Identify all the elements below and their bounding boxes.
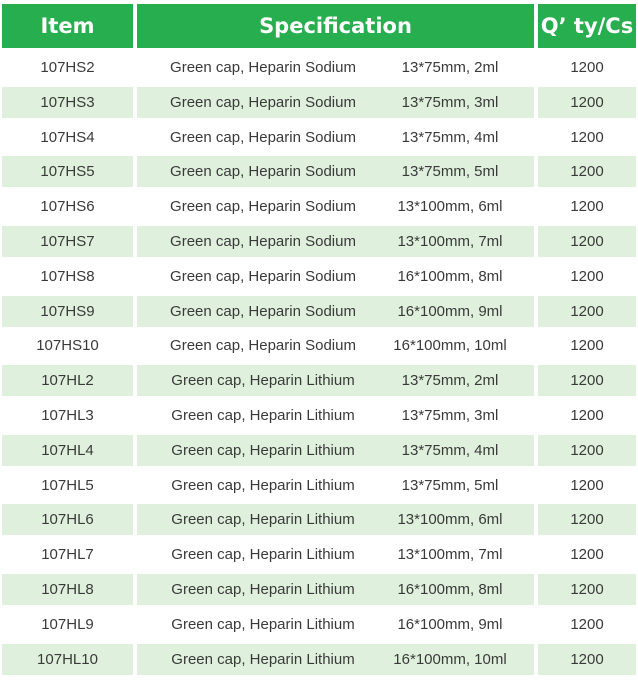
table-row xyxy=(2,87,636,118)
qty-cell: 1200 xyxy=(570,615,604,633)
specification-cell xyxy=(137,470,534,501)
spec-description: Green cap, Heparin Lithium xyxy=(171,546,355,564)
column-header-item: Item xyxy=(2,4,133,48)
table-header xyxy=(2,4,636,48)
spec-size: 13*75mm, 2ml xyxy=(401,372,499,390)
item-code-cell: 107HS6 xyxy=(40,198,95,216)
specification-cell xyxy=(137,122,534,153)
spec-size: 16*100mm, 8ml xyxy=(397,580,503,598)
spec-size: 13*75mm, 4ml xyxy=(401,441,499,459)
item-code-cell: 107HS7 xyxy=(2,226,133,257)
qty-cell: 1200 xyxy=(538,644,636,675)
specification-cell xyxy=(137,226,534,257)
spec-description: Green cap, Heparin Lithium xyxy=(171,372,355,390)
spec-size: 16*100mm, 9ml xyxy=(397,302,503,320)
qty-cell: 1200 xyxy=(570,267,604,285)
qty-cell: 1200 xyxy=(570,337,604,355)
specification-cell xyxy=(137,574,534,605)
table-row xyxy=(2,400,636,431)
table-row xyxy=(2,226,636,257)
spec-description: Green cap, Heparin Sodium xyxy=(170,198,356,216)
item-code-cell: 107HS3 xyxy=(2,87,133,118)
table-row xyxy=(2,191,636,222)
table-row xyxy=(2,330,636,361)
item-code-cell: 107HL3 xyxy=(41,406,94,424)
spec-size: 16*100mm, 8ml xyxy=(397,267,503,285)
item-code-cell: 107HS9 xyxy=(2,296,133,327)
specification-cell xyxy=(137,644,534,675)
table-row xyxy=(2,644,636,675)
item-code-cell: 107HL7 xyxy=(41,546,94,564)
specification-cell xyxy=(137,87,534,118)
qty-cell: 1200 xyxy=(538,87,636,118)
spec-description: Green cap, Heparin Sodium xyxy=(170,267,356,285)
spec-size: 13*75mm, 5ml xyxy=(401,163,499,181)
qty-cell: 1200 xyxy=(538,226,636,257)
spec-description: Green cap, Heparin Lithium xyxy=(171,615,355,633)
qty-cell: 1200 xyxy=(570,198,604,216)
column-header-specification: Specification xyxy=(137,4,534,48)
qty-cell: 1200 xyxy=(570,546,604,564)
specification-cell xyxy=(137,52,534,83)
spec-size: 16*100mm, 10ml xyxy=(393,650,507,668)
spec-description: Green cap, Heparin Sodium xyxy=(170,302,356,320)
spec-size: 13*100mm, 7ml xyxy=(397,546,503,564)
qty-cell: 1200 xyxy=(538,574,636,605)
qty-cell: 1200 xyxy=(570,476,604,494)
qty-cell: 1200 xyxy=(538,435,636,466)
spec-size: 13*75mm, 3ml xyxy=(401,406,499,424)
table-row xyxy=(2,52,636,83)
spec-description: Green cap, Heparin Lithium xyxy=(171,580,355,598)
table-row xyxy=(2,504,636,535)
table-row xyxy=(2,122,636,153)
qty-cell: 1200 xyxy=(538,365,636,396)
item-code-cell: 107HL6 xyxy=(2,504,133,535)
item-code-cell: 107HS4 xyxy=(40,128,95,146)
item-code-cell: 107HL5 xyxy=(41,476,94,494)
specification-cell xyxy=(137,191,534,222)
specification-cell xyxy=(137,330,534,361)
specification-cell xyxy=(137,539,534,570)
specification-cell xyxy=(137,156,534,187)
table-row xyxy=(2,574,636,605)
specification-cell xyxy=(137,435,534,466)
item-code-cell: 107HL4 xyxy=(2,435,133,466)
table-row xyxy=(2,296,636,327)
spec-description: Green cap, Heparin Sodium xyxy=(170,93,356,111)
spec-size: 16*100mm, 9ml xyxy=(397,615,503,633)
item-code-cell: 107HS5 xyxy=(2,156,133,187)
qty-cell: 1200 xyxy=(538,504,636,535)
item-code-cell: 107HL9 xyxy=(41,615,94,633)
specification-cell xyxy=(137,609,534,640)
qty-cell: 1200 xyxy=(538,296,636,327)
qty-cell: 1200 xyxy=(538,156,636,187)
specification-cell xyxy=(137,365,534,396)
spec-size: 13*100mm, 6ml xyxy=(397,511,503,529)
spec-size: 13*75mm, 3ml xyxy=(401,93,499,111)
spec-description: Green cap, Heparin Lithium xyxy=(171,476,355,494)
specification-cell xyxy=(137,400,534,431)
spec-size: 13*75mm, 5ml xyxy=(401,476,499,494)
qty-cell: 1200 xyxy=(570,128,604,146)
spec-size: 16*100mm, 10ml xyxy=(393,337,507,355)
spec-description: Green cap, Heparin Sodium xyxy=(170,232,356,250)
spec-description: Green cap, Heparin Sodium xyxy=(170,163,356,181)
spec-size: 13*75mm, 4ml xyxy=(401,128,499,146)
table-row xyxy=(2,470,636,501)
specification-cell xyxy=(137,504,534,535)
spec-description: Green cap, Heparin Lithium xyxy=(171,511,355,529)
table-row xyxy=(2,365,636,396)
spec-description: Green cap, Heparin Lithium xyxy=(171,406,355,424)
item-code-cell: 107HL8 xyxy=(2,574,133,605)
qty-cell: 1200 xyxy=(570,406,604,424)
table-body xyxy=(2,52,636,675)
table-row xyxy=(2,261,636,292)
qty-cell: 1200 xyxy=(570,59,604,76)
spec-size: 13*100mm, 6ml xyxy=(397,198,503,216)
item-code-cell: 107HL10 xyxy=(2,644,133,675)
item-code-cell: 107HS2 xyxy=(40,59,95,76)
table-row xyxy=(2,156,636,187)
spec-description: Green cap, Heparin Sodium xyxy=(170,59,356,76)
specification-cell xyxy=(137,296,534,327)
spec-size: 13*100mm, 7ml xyxy=(397,232,503,250)
spec-size: 13*75mm, 2ml xyxy=(401,59,499,76)
item-code-cell: 107HL2 xyxy=(2,365,133,396)
spec-description: Green cap, Heparin Lithium xyxy=(171,441,355,459)
table-row xyxy=(2,539,636,570)
spec-description: Green cap, Heparin Sodium xyxy=(170,337,356,355)
item-code-cell: 107HS10 xyxy=(36,337,99,355)
spec-description: Green cap, Heparin Lithium xyxy=(171,650,355,668)
specification-cell xyxy=(137,261,534,292)
spec-description: Green cap, Heparin Sodium xyxy=(170,128,356,146)
table-row xyxy=(2,435,636,466)
column-header-qty: Q’ ty/Cs xyxy=(538,4,636,48)
table-row xyxy=(2,609,636,640)
item-code-cell: 107HS8 xyxy=(40,267,95,285)
